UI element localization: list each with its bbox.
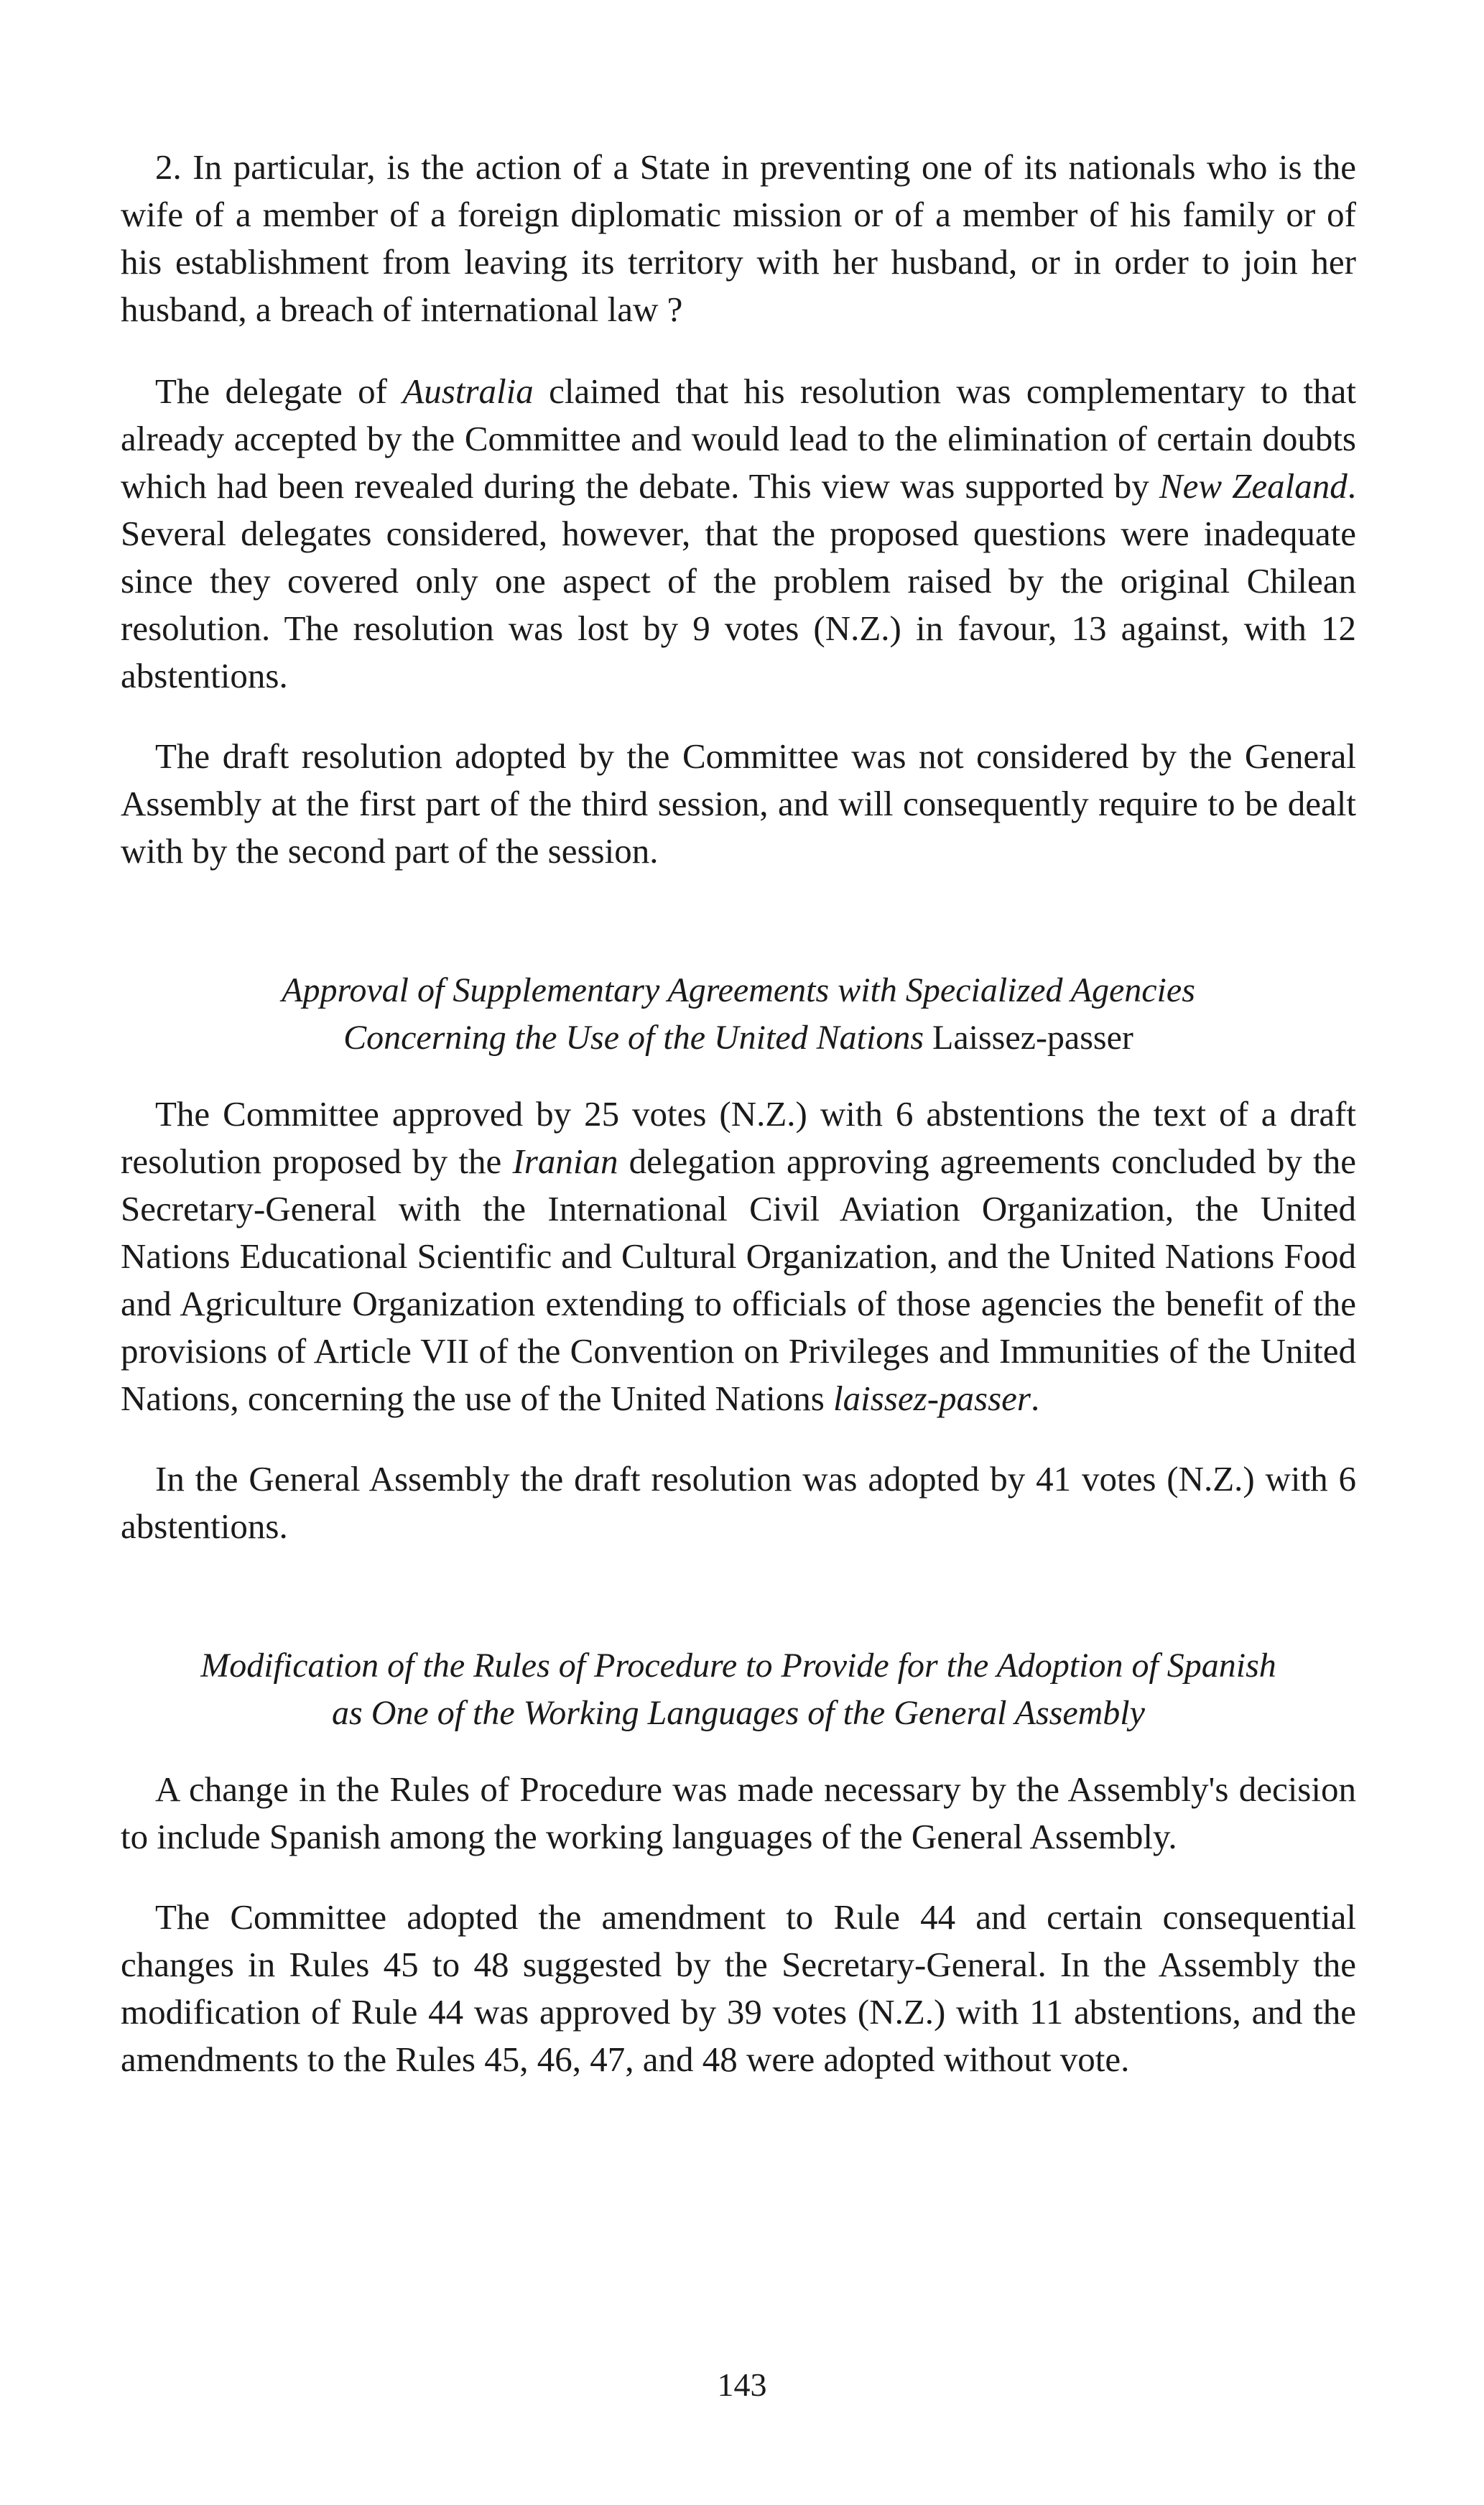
laissez-passer-term: laissez-passer xyxy=(833,1379,1031,1418)
section-1-para1-text-b: delegation approving agreements concluded by the Secretary-General with the International Civil Aviation Organization, the United Nations Educational Scientific and Cultural Organization, and the United Nations Food and Agriculture Organization extending to officials of those agencies the benefit of the provisions of Article VII of the Convention on Privileges and Immunities of the United Nations, concerning the use of the United Nations xyxy=(121,1142,1356,1418)
laissez-passer-approval-paragraph xyxy=(121,1091,1356,1422)
section-heading-spanish-language xyxy=(121,1642,1356,1737)
page-number: 143 xyxy=(717,2366,767,2403)
rule-44-amendment-paragraph: The Committee adopted the amendment to Rule 44 and certain consequential changes in Rules 45 to 48 suggested by the Secretary-General. In the Assembly the modification of Rule 44 was approved by 39 votes (N.Z.) with 11 abstentions, and the amendments to the Rules 45, 46, 47, and 48 were adopted without vote. xyxy=(121,1897,1356,2079)
section-1-heading-line-2 xyxy=(121,1014,1356,1062)
australia-resolution-paragraph xyxy=(121,368,1356,700)
australia-text-2: claimed that his resolution was complementary to that already accepted by the Committee and would lead to the elimination of certain doubts which had been revealed during the debate. This view was supported by xyxy=(121,371,1356,506)
section-1-heading-line-1: Approval of Supplementary Agreements with Specialized Agencies xyxy=(282,971,1195,1009)
rules-change-paragraph: A change in the Rules of Procedure was made necessary by the Assembly's decision to include Spanish among the working languages of the General Assembly. xyxy=(121,1769,1356,1856)
australia-text-3: . Several delegates considered, however, that the proposed questions were inadequate since they covered only one aspect of the problem raised by the original Chilean resolution. The resolution was lost by 9 votes (N.Z.) in favour, 13 against, with 12 abstentions. xyxy=(121,466,1356,695)
new-zealand-country: New Zealand xyxy=(1159,466,1348,506)
section-heading-laissez-passer xyxy=(121,967,1356,1062)
section-1-heading-line-2-upright: Laissez-passer xyxy=(932,1019,1133,1057)
iranian-delegation: Iranian xyxy=(512,1142,618,1181)
section-1-heading-line-2-italic: Concerning the Use of the United Nations xyxy=(343,1019,933,1057)
australia-text-1: The delegate of xyxy=(155,371,403,411)
question-2-paragraph: 2. In particular, is the action of a State in preventing one of its nationals who is the wife of a member of a foreign diplomatic mission or of a member of his family or of his establishment from leaving its territory with her husband, or in order to join her husband, a breach of international law ? xyxy=(121,147,1356,329)
document-page xyxy=(121,144,1356,2083)
section-2-heading-line-1: Modification of the Rules of Procedure to Provide for the Adoption of Spanish xyxy=(200,1647,1276,1685)
section-2-heading-line-2: as One of the Working Languages of the General Assembly xyxy=(332,1694,1145,1732)
section-1-para1-text-a: The Committee approved by 25 votes (N.Z.) with 6 abstentions the text of a draft resolution proposed by the xyxy=(121,1094,1356,1181)
draft-not-considered-paragraph: The draft resolution adopted by the Committee was not considered by the General Assembly at the first part of the third session, and will consequently require to be dealt with by the second part of the session. xyxy=(121,736,1356,871)
australia-country: Australia xyxy=(402,371,534,411)
section-1-para1-text-c: . xyxy=(1030,1379,1040,1418)
general-assembly-adoption-paragraph: In the General Assembly the draft resolution was adopted by 41 votes (N.Z.) with 6 abstentions. xyxy=(121,1459,1356,1546)
